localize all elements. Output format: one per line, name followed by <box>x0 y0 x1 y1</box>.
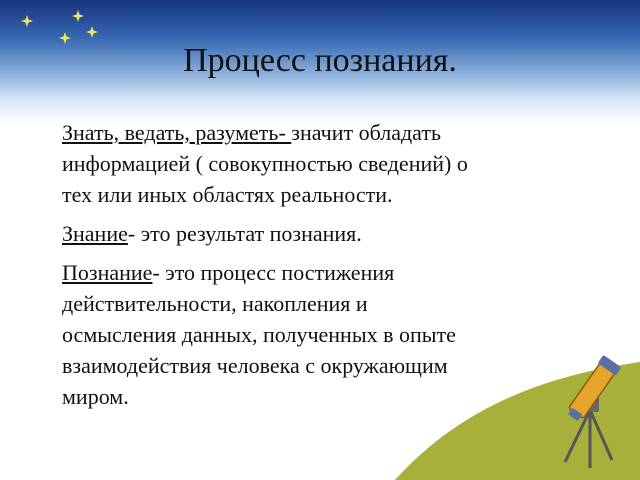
definition-text: - это процесс постижения <box>152 260 395 285</box>
definition-text: - это результат познания. <box>127 221 362 246</box>
definition-line: осмысления данных, полученных в опыте <box>62 322 456 347</box>
definition-text: значит обладать <box>291 120 442 145</box>
definition-line: взаимодействия человека с окружающим <box>62 353 448 378</box>
definition-line: тех или иных областях реальности. <box>62 182 393 207</box>
star-icon <box>86 26 98 38</box>
star-icon <box>72 10 84 22</box>
paragraph-definition-knowledge <box>38 218 598 249</box>
slide-body <box>38 117 598 420</box>
term-know: Знать, ведать, разуметь- <box>62 120 292 145</box>
term-knowledge: Знание <box>62 221 128 246</box>
definition-line: миром. <box>62 384 129 409</box>
definition-line: информацией ( совокупностью сведений) о <box>62 151 468 176</box>
paragraph-definition-cognition <box>38 257 598 412</box>
paragraph-definition-know <box>38 117 598 210</box>
star-icon <box>21 15 33 27</box>
definition-line: действительности, накопления и <box>62 291 368 316</box>
term-cognition: Познание <box>62 260 153 285</box>
page-title: Процесс познания. <box>183 42 457 79</box>
